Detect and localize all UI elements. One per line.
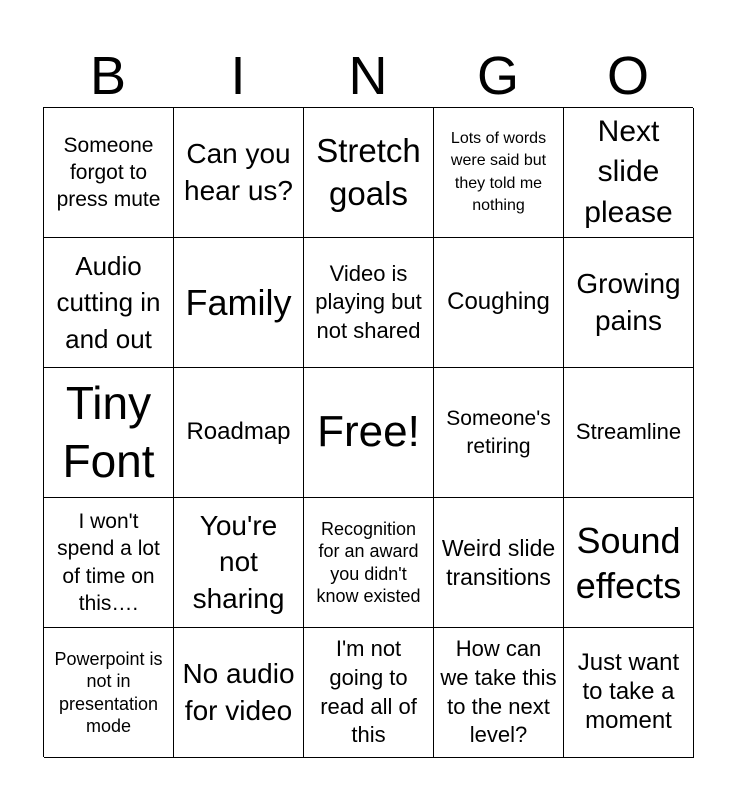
cell-text: Streamline	[575, 419, 682, 445]
bingo-cell-r3-c5[interactable]	[564, 368, 694, 498]
cell-text: Audio cutting in and out	[56, 250, 161, 354]
bingo-cell-r4-c3[interactable]	[304, 498, 434, 628]
cell-text: Coughing	[447, 288, 550, 316]
bingo-board	[43, 107, 693, 757]
bingo-cell-r5-c2[interactable]	[174, 628, 304, 758]
cell-text: Lots of words were said but they told me nothing	[450, 129, 547, 214]
bingo-cell-r5-c1[interactable]	[44, 628, 174, 758]
bingo-cell-r4-c1[interactable]	[44, 498, 174, 628]
bingo-cell-r2-c1[interactable]	[44, 238, 174, 368]
bingo-cell-r5-c5[interactable]	[564, 628, 694, 758]
cell-text: Weird slide transitions	[441, 534, 556, 590]
cell-text: Can you hear us?	[184, 138, 293, 206]
bingo-cell-r1-c4[interactable]	[434, 108, 564, 238]
bingo-cell-r4-c2[interactable]	[174, 498, 304, 628]
header-letter-g: G	[476, 46, 519, 106]
cell-text: How can we take this to the next level?	[440, 636, 557, 748]
cell-text: Someone forgot to press mute	[56, 133, 161, 212]
bingo-cell-r4-c5[interactable]	[564, 498, 694, 628]
cell-text: I won't spend a lot of time on this….	[57, 509, 160, 615]
bingo-cell-r2-c2[interactable]	[174, 238, 304, 368]
bingo-cell-r3-c4[interactable]	[434, 368, 564, 498]
cell-text: You're not sharing	[192, 509, 285, 614]
cell-text: Growing pains	[576, 268, 681, 336]
bingo-cell-r1-c5[interactable]	[564, 108, 694, 238]
cell-text free-space: Free!	[317, 407, 420, 457]
bingo-cell-r3-c3[interactable]	[304, 368, 434, 498]
cell-text: Someone's retiring	[446, 407, 551, 458]
cell-text: No audio for video	[182, 658, 295, 726]
cell-text: I'm not going to read all of this	[320, 636, 417, 748]
bingo-cell-r1-c3[interactable]	[304, 108, 434, 238]
bingo-cell-r1-c2[interactable]	[174, 108, 304, 238]
bingo-cell-r2-c5[interactable]	[564, 238, 694, 368]
bingo-cell-r3-c1[interactable]	[44, 368, 174, 498]
header-letter-n: N	[348, 46, 388, 106]
header-letter-i: I	[230, 46, 246, 106]
cell-text: Recognition for an award you didn't know existed	[316, 518, 421, 606]
bingo-cell-r4-c4[interactable]	[434, 498, 564, 628]
header-letter-o: O	[606, 46, 649, 106]
bingo-cell-r5-c4[interactable]	[434, 628, 564, 758]
bingo-header	[43, 44, 693, 108]
cell-text: Tiny Font	[62, 377, 155, 487]
cell-text: Powerpoint is not in presentation mode	[54, 648, 163, 736]
bingo-cell-r5-c3[interactable]	[304, 628, 434, 758]
cell-text: Sound effects	[575, 519, 682, 606]
header-letter-b: B	[89, 46, 127, 106]
bingo-cell-r1-c1[interactable]	[44, 108, 174, 238]
cell-text: Just want to take a moment	[577, 649, 680, 734]
bingo-cell-r2-c3[interactable]	[304, 238, 434, 368]
bingo-cell-r3-c2[interactable]	[174, 368, 304, 498]
cell-text: Stretch goals	[316, 131, 421, 212]
cell-text: Video is playing but not shared	[315, 260, 422, 343]
bingo-cell-r2-c4[interactable]	[434, 238, 564, 368]
cell-text: Roadmap	[186, 418, 291, 446]
cell-text: Next slide please	[584, 114, 673, 229]
cell-text: Family	[185, 282, 292, 323]
